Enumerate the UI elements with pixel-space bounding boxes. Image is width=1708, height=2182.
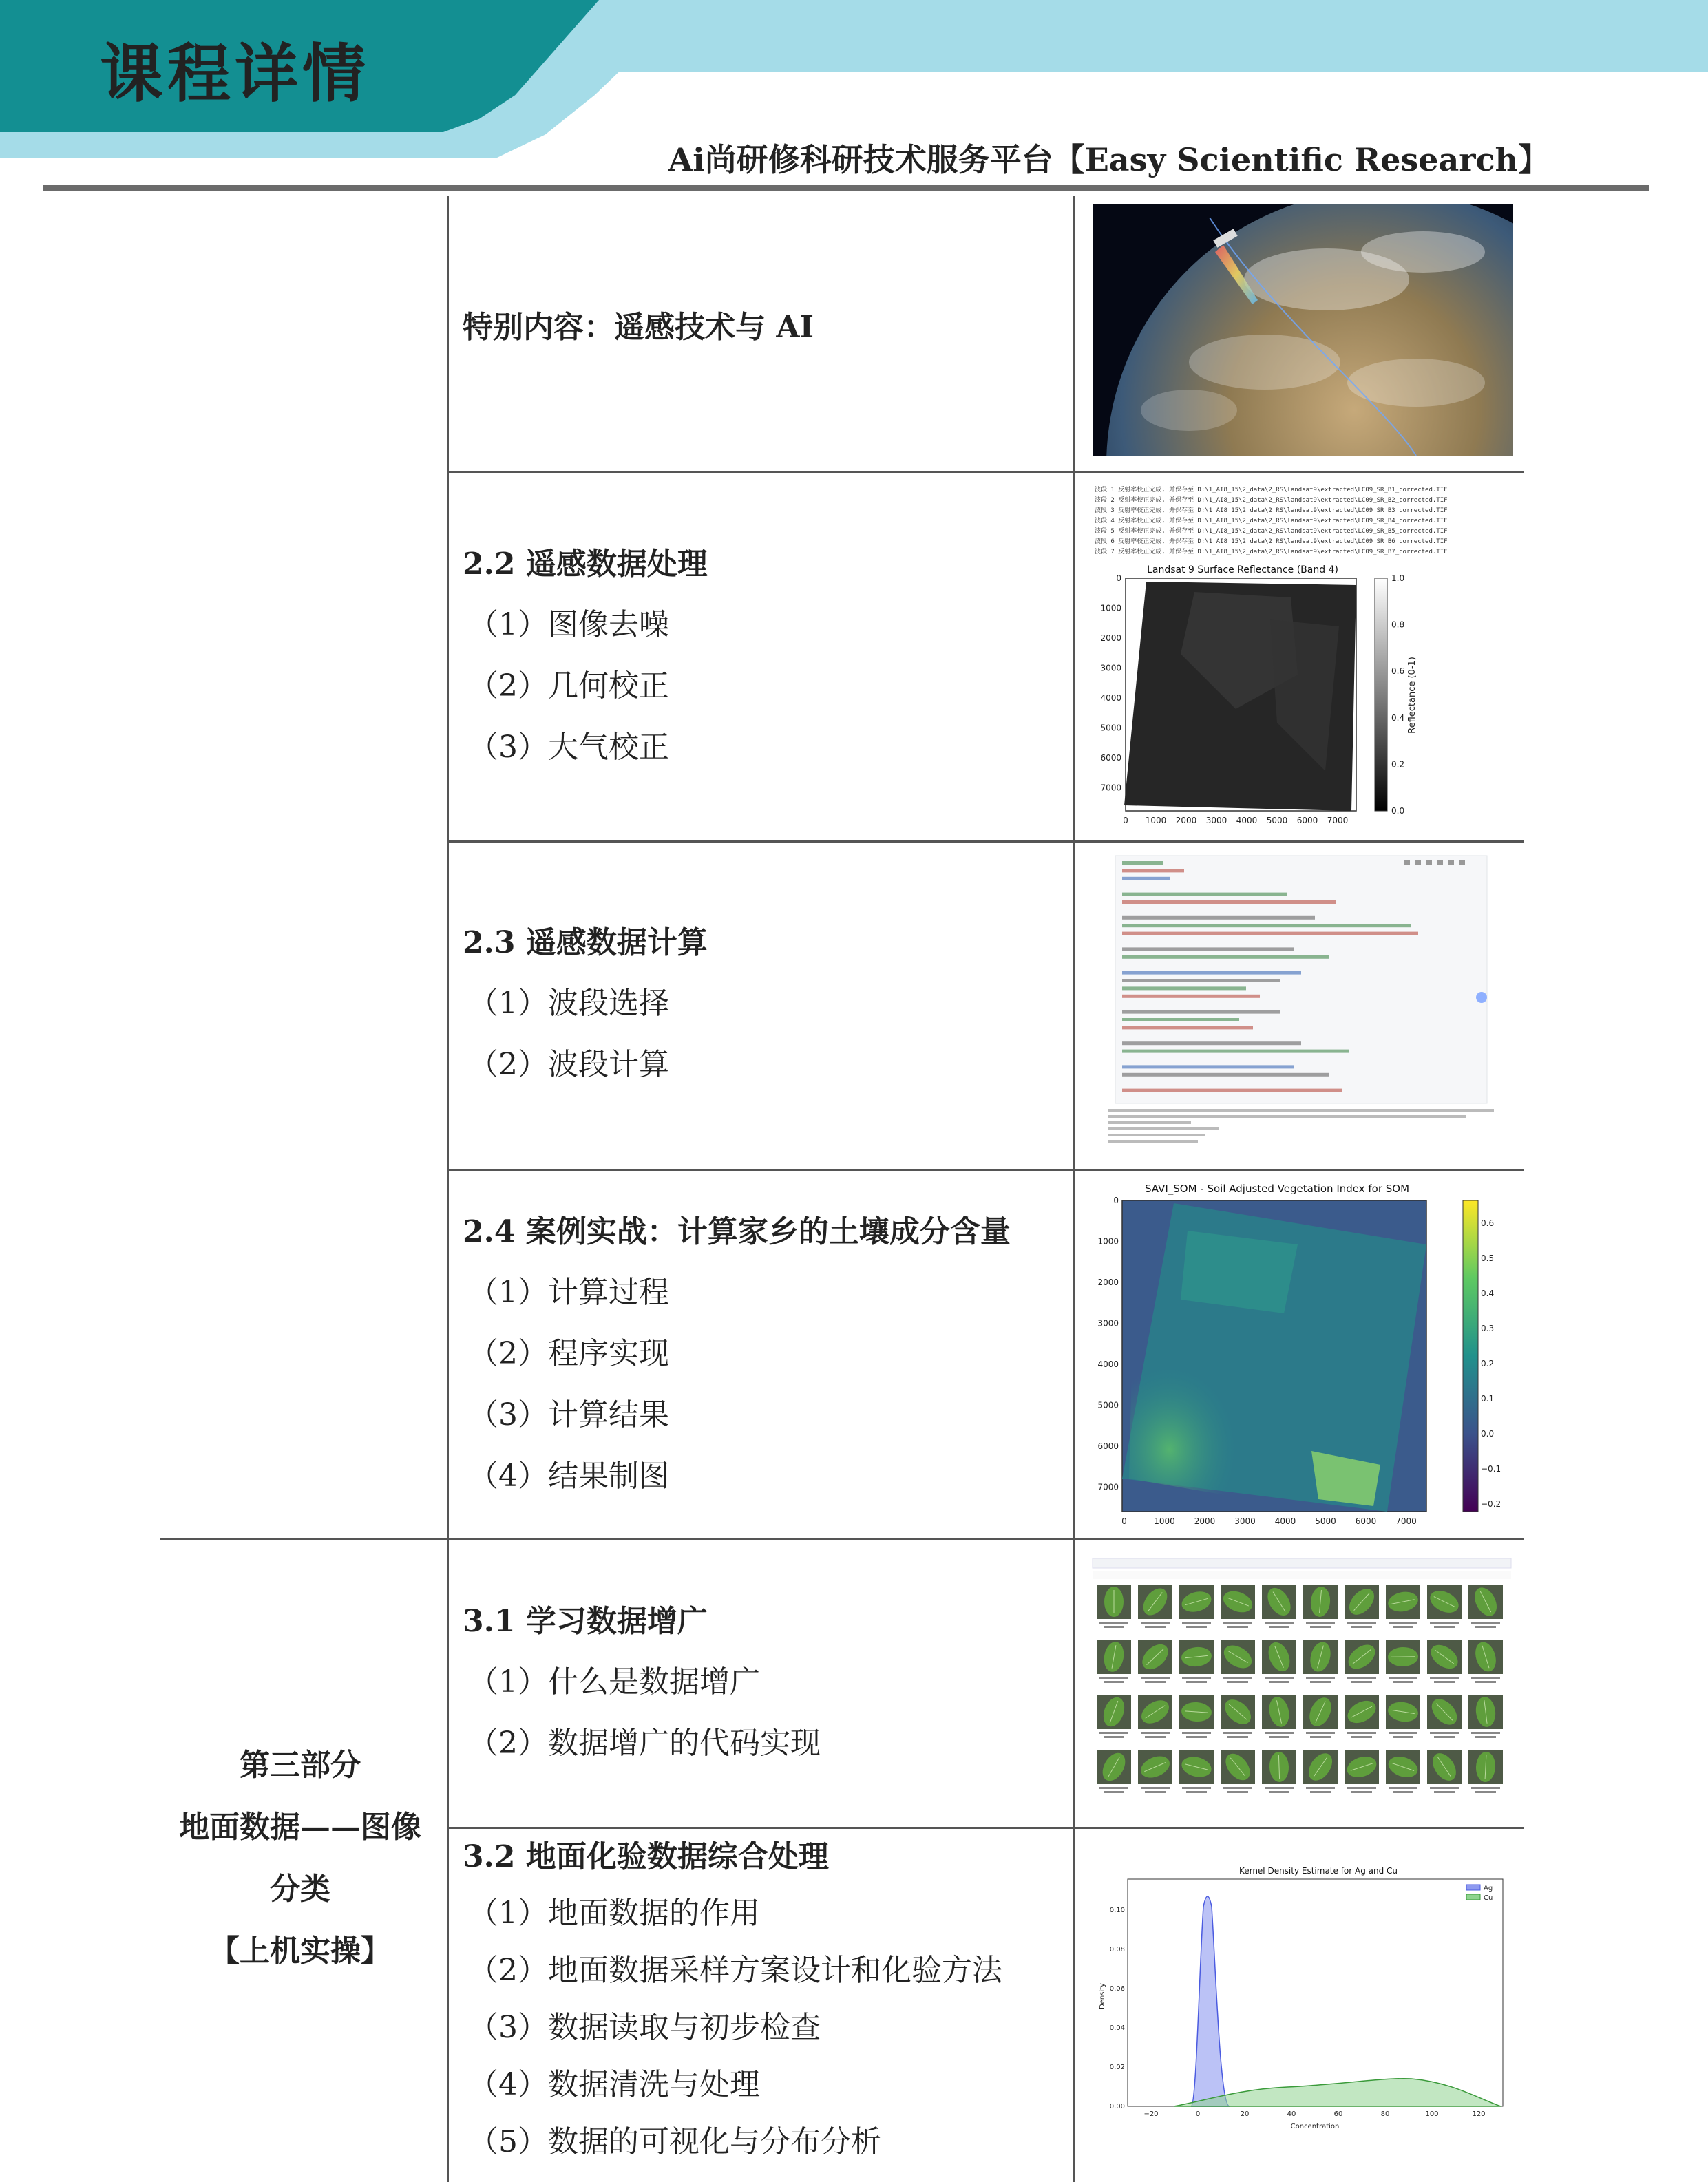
colorbar-tick-label: 0.2 xyxy=(1481,1359,1495,1368)
section-item: （1）波段选择 xyxy=(468,986,669,1021)
x-tick-label: 4000 xyxy=(1236,816,1258,825)
colorbar-label: Reflectance (0-1) xyxy=(1407,657,1417,734)
colorbar-tick-label: 0.8 xyxy=(1391,619,1405,630)
log-line: 波段 1 反射率校正完成, 并保存至 D:\1_AI8_15\2_data\2_RS\landsat9\extracted\LC09_SR_B1_corrected.TIF xyxy=(1095,487,1448,494)
earth-satellite-image xyxy=(1093,204,1513,456)
section-item: （2）地面数据采样方案设计和化验方法 xyxy=(468,1953,1002,1988)
code-line xyxy=(1122,986,1246,990)
output-line xyxy=(1108,1127,1219,1130)
explorer-address-bar xyxy=(1093,1558,1511,1568)
thumbnail-caption xyxy=(1227,1791,1248,1793)
part-label-line: 分类 xyxy=(270,1872,330,1907)
output-line xyxy=(1108,1121,1191,1124)
thumbnail-caption xyxy=(1389,1622,1417,1624)
thumbnail-caption xyxy=(1141,1622,1170,1624)
x-tick-label: 5000 xyxy=(1266,816,1288,825)
thumbnail-caption xyxy=(1141,1732,1170,1734)
legend-label-ag: Ag xyxy=(1484,1885,1493,1892)
thumbnail-caption xyxy=(1475,1626,1496,1628)
section-item: （2）几何校正 xyxy=(468,668,669,703)
page-title: 课程详情 xyxy=(100,37,370,111)
colorbar-tick-label: 0.5 xyxy=(1481,1253,1495,1263)
output-line xyxy=(1108,1109,1494,1112)
platform-name: Ai尚研修科研技术服务平台【Easy Scientific Research】 xyxy=(668,141,1550,178)
thumbnail-caption xyxy=(1389,1732,1417,1734)
thumbnail-caption xyxy=(1310,1626,1331,1628)
y-tick-label: 0.04 xyxy=(1109,2024,1125,2032)
thumbnail-caption xyxy=(1186,1736,1207,1738)
cell-indicator-icon xyxy=(1476,992,1487,1003)
thumbnail-caption xyxy=(1347,1787,1376,1789)
thumbnail-caption xyxy=(1099,1622,1128,1624)
thumbnail-caption xyxy=(1471,1732,1500,1734)
y-tick-label: 0.10 xyxy=(1109,1907,1125,1914)
section-item: （4）数据清洗与处理 xyxy=(468,2067,760,2102)
thumbnail-caption xyxy=(1104,1626,1124,1628)
thumbnail-caption xyxy=(1265,1787,1294,1789)
section-3-2 xyxy=(463,1836,1055,2163)
thumbnail-caption xyxy=(1347,1732,1376,1734)
thumbnail-caption xyxy=(1182,1677,1211,1679)
y-tick-label: 7000 xyxy=(1100,783,1121,793)
code-line xyxy=(1122,955,1329,959)
x-tick-label: 120 xyxy=(1472,2110,1486,2118)
code-line xyxy=(1122,893,1287,896)
colorbar-tick-label: 1.0 xyxy=(1391,573,1405,583)
colorbar-tick-label: 0.1 xyxy=(1481,1394,1495,1404)
section-title: 2.3 遥感数据计算 xyxy=(463,925,708,960)
savi-scene-detail xyxy=(1129,1334,1263,1499)
table-col-divider-left xyxy=(447,196,449,2182)
thumbnail-caption xyxy=(1265,1622,1294,1624)
thumbnail-caption xyxy=(1351,1626,1372,1628)
thumbnail-caption xyxy=(1430,1677,1459,1679)
thumbnail-caption xyxy=(1099,1732,1128,1734)
thumbnail-caption xyxy=(1145,1626,1166,1628)
output-line xyxy=(1108,1140,1198,1143)
y-tick-label: 7000 xyxy=(1097,1482,1119,1492)
section-item: （3）计算结果 xyxy=(468,1397,669,1432)
section-special xyxy=(463,307,1055,348)
code-line xyxy=(1122,1041,1301,1045)
y-tick-label: 3000 xyxy=(1100,663,1121,673)
thumbnail-caption xyxy=(1351,1736,1372,1738)
legend-swatch-ag xyxy=(1466,1885,1480,1890)
thumbnail-caption xyxy=(1393,1626,1413,1628)
section-2-3 xyxy=(463,922,1055,1085)
thumbnail-caption xyxy=(1223,1677,1252,1679)
thumbnail-caption xyxy=(1306,1677,1335,1679)
section-title: 2.4 案例实战：计算家乡的土壤成分含量 xyxy=(463,1214,1011,1249)
log-line: 波段 6 反射率校正完成, 并保存至 D:\1_AI8_15\2_data\2_RS\landsat9\extracted\LC09_SR_B6_corrected.TIF xyxy=(1095,538,1448,545)
x-tick-label: 1000 xyxy=(1154,1516,1175,1526)
thumbnail-caption xyxy=(1306,1732,1335,1734)
section-title: 特别内容：遥感技术与 AI xyxy=(463,310,814,345)
section-2-4 xyxy=(463,1211,1055,1497)
x-tick-label: 3000 xyxy=(1234,1516,1256,1526)
thumbnail-caption xyxy=(1099,1677,1128,1679)
table-row-divider xyxy=(449,840,1524,843)
part-three-label xyxy=(162,1735,438,1982)
thumbnail-caption xyxy=(1265,1677,1294,1679)
thumbnail-caption xyxy=(1227,1681,1248,1683)
code-line xyxy=(1122,924,1411,927)
thumbnail-caption xyxy=(1141,1677,1170,1679)
x-tick-label: 3000 xyxy=(1205,816,1227,825)
y-tick-label: 3000 xyxy=(1097,1318,1119,1328)
x-tick-label: 2000 xyxy=(1175,816,1197,825)
y-tick-label: 2000 xyxy=(1100,633,1121,643)
thumbnail-caption xyxy=(1145,1736,1166,1738)
thumbnail-caption xyxy=(1434,1681,1455,1683)
colorbar-tick-label: 0.2 xyxy=(1391,759,1405,770)
output-line xyxy=(1108,1134,1205,1136)
section-item: （3）大气校正 xyxy=(468,730,669,765)
section-item: （1）计算过程 xyxy=(468,1275,669,1310)
y-tick-label: 0.06 xyxy=(1109,1985,1125,1993)
colorbar-tick-label: 0.3 xyxy=(1481,1324,1495,1333)
thumbnail-caption xyxy=(1145,1791,1166,1793)
header-divider xyxy=(43,185,1649,191)
colorbar-tick-label: 0.0 xyxy=(1391,806,1405,816)
colorbar-tick-label: −0.1 xyxy=(1481,1464,1501,1474)
code-line xyxy=(1122,861,1163,865)
thumbnail-caption xyxy=(1347,1677,1376,1679)
thumbnail-caption xyxy=(1223,1732,1252,1734)
thumbnail-caption xyxy=(1471,1787,1500,1789)
thumbnail-caption xyxy=(1269,1791,1289,1793)
code-line xyxy=(1122,916,1315,920)
thumbnail-caption xyxy=(1186,1791,1207,1793)
thumbnail-caption xyxy=(1393,1681,1413,1683)
thumbnail-caption xyxy=(1351,1791,1372,1793)
x-tick-label: 0 xyxy=(1123,816,1128,825)
log-line: 波段 3 反射率校正完成, 并保存至 D:\1_AI8_15\2_data\2_RS\landsat9\extracted\LC09_SR_B3_corrected.TIF xyxy=(1095,507,1448,514)
log-line: 波段 5 反射率校正完成, 并保存至 D:\1_AI8_15\2_data\2_RS\landsat9\extracted\LC09_SR_B5_corrected.TIF xyxy=(1095,528,1448,535)
y-tick-label: 6000 xyxy=(1100,753,1121,763)
code-line xyxy=(1122,877,1170,880)
x-tick-label: 0 xyxy=(1121,1516,1127,1526)
x-tick-label: 5000 xyxy=(1315,1516,1336,1526)
code-notebook-screenshot xyxy=(1095,850,1508,1146)
section-item: （1）图像去噪 xyxy=(468,607,669,642)
thumbnail-caption xyxy=(1310,1736,1331,1738)
thumbnail-caption xyxy=(1393,1736,1413,1738)
augmented-images-grid xyxy=(1091,1557,1512,1819)
x-tick-label: 100 xyxy=(1425,2110,1439,2118)
thumbnail-caption xyxy=(1269,1626,1289,1628)
thumbnail-caption xyxy=(1475,1791,1496,1793)
section-item: （2）波段计算 xyxy=(468,1047,669,1082)
thumbnail-caption xyxy=(1182,1787,1211,1789)
code-line xyxy=(1122,979,1280,982)
table-row-divider xyxy=(449,1169,1524,1171)
thumbnail-caption xyxy=(1141,1787,1170,1789)
explorer-toolbar xyxy=(1093,1571,1511,1579)
section-item: （1）什么是数据增广 xyxy=(468,1664,760,1699)
thumbnail-caption xyxy=(1104,1681,1124,1683)
section-2-2 xyxy=(463,544,1055,768)
x-tick-label: 20 xyxy=(1240,2110,1250,2118)
thumbnail-caption xyxy=(1475,1736,1496,1738)
thumbnail-caption xyxy=(1430,1622,1459,1624)
y-tick-label: 1000 xyxy=(1100,603,1121,613)
x-tick-label: 2000 xyxy=(1194,1516,1216,1526)
section-3-1 xyxy=(463,1601,1055,1764)
thumbnail-caption xyxy=(1310,1791,1331,1793)
thumbnail-caption xyxy=(1223,1622,1252,1624)
part-label-line: 【上机实操】 xyxy=(209,1934,391,1969)
thumbnail-caption xyxy=(1389,1677,1417,1679)
thumbnail-caption xyxy=(1393,1791,1413,1793)
x-tick-label: 4000 xyxy=(1274,1516,1296,1526)
landsat-reflectance-figure xyxy=(1091,482,1518,829)
thumbnail-caption xyxy=(1227,1626,1248,1628)
code-line xyxy=(1122,900,1336,904)
kde-plot-frame xyxy=(1128,1879,1503,2106)
x-tick-label: 60 xyxy=(1333,2110,1343,2118)
x-tick-label: −20 xyxy=(1143,2110,1159,2118)
thumbnail-caption xyxy=(1269,1681,1289,1683)
code-line xyxy=(1122,932,1418,935)
y-tick-label: 1000 xyxy=(1097,1236,1119,1247)
thumbnail-caption xyxy=(1471,1677,1500,1679)
thumbnail-caption xyxy=(1223,1787,1252,1789)
y-tick-label: 0 xyxy=(1116,573,1121,583)
x-tick-label: 6000 xyxy=(1296,816,1318,825)
section-title: 3.1 学习数据增广 xyxy=(463,1604,708,1639)
y-tick-label: 4000 xyxy=(1097,1359,1119,1369)
log-line: 波段 7 反射率校正完成, 并保存至 D:\1_AI8_15\2_data\2_RS\landsat9\extracted\LC09_SR_B7_corrected.TIF xyxy=(1095,549,1448,555)
thumbnail-caption xyxy=(1434,1736,1455,1738)
savi-som-figure xyxy=(1091,1176,1518,1534)
colorbar-tick-label: 0.0 xyxy=(1481,1429,1495,1439)
colorbar-tick-label: 0.4 xyxy=(1481,1289,1495,1298)
thumbnail-caption xyxy=(1104,1736,1124,1738)
thumbnail-caption xyxy=(1434,1791,1455,1793)
section-item: （3）数据读取与初步检查 xyxy=(468,2010,821,2045)
x-tick-label: 1000 xyxy=(1145,816,1167,825)
section-title: 3.2 地面化验数据综合处理 xyxy=(463,1839,829,1874)
thumbnail-caption xyxy=(1265,1732,1294,1734)
log-line: 波段 2 反射率校正完成, 并保存至 D:\1_AI8_15\2_data\2_RS\landsat9\extracted\LC09_SR_B2_corrected.TIF xyxy=(1095,497,1448,504)
section-item: （1）地面数据的作用 xyxy=(468,1896,760,1931)
kde-chart-figure xyxy=(1095,1858,1515,2134)
savi-colorbar xyxy=(1463,1200,1478,1512)
section-item: （5）数据的可视化与分布分析 xyxy=(468,2124,881,2159)
code-line xyxy=(1122,1050,1349,1053)
section-item: （4）结果制图 xyxy=(468,1459,669,1494)
thumbnail-caption xyxy=(1306,1787,1335,1789)
log-line: 波段 4 反射率校正完成, 并保存至 D:\1_AI8_15\2_data\2_RS\landsat9\extracted\LC09_SR_B4_corrected.TIF xyxy=(1095,518,1448,525)
thumbnail-caption xyxy=(1471,1622,1500,1624)
thumbnail-caption xyxy=(1430,1732,1459,1734)
savi-title: SAVI_SOM - Soil Adjusted Vegetation Index for SOM xyxy=(1144,1183,1410,1195)
code-line xyxy=(1122,995,1260,998)
thumbnail-caption xyxy=(1182,1622,1211,1624)
kde-xlabel: Concentration xyxy=(1290,2123,1340,2130)
table-row-divider xyxy=(160,1538,1524,1540)
y-tick-label: 0 xyxy=(1113,1196,1119,1205)
thumbnail-caption xyxy=(1434,1626,1455,1628)
thumbnail-caption xyxy=(1186,1626,1207,1628)
thumbnail-caption xyxy=(1227,1736,1248,1738)
thumbnail-caption xyxy=(1186,1681,1207,1683)
colorbar-tick-label: −0.2 xyxy=(1481,1499,1501,1509)
thumbnail-caption xyxy=(1351,1681,1372,1683)
legend-swatch-cu xyxy=(1466,1894,1480,1900)
thumbnail-caption xyxy=(1306,1622,1335,1624)
x-tick-label: 6000 xyxy=(1355,1516,1377,1526)
kde-title: Kernel Density Estimate for Ag and Cu xyxy=(1238,1866,1398,1876)
part-label-line: 第三部分 xyxy=(240,1748,361,1783)
colorbar-tick-label: 0.4 xyxy=(1391,712,1405,723)
thumbnail-caption xyxy=(1347,1622,1376,1624)
code-line xyxy=(1122,869,1184,872)
thumbnail-caption xyxy=(1145,1681,1166,1683)
y-tick-label: 4000 xyxy=(1100,693,1121,703)
y-tick-label: 0.00 xyxy=(1109,2103,1125,2110)
kde-ylabel: Density xyxy=(1099,1982,1106,2010)
code-line xyxy=(1122,947,1294,951)
part-label-line: 地面数据——图像 xyxy=(179,1810,421,1845)
table-row-divider xyxy=(449,471,1524,473)
thumbnail-caption xyxy=(1099,1787,1128,1789)
savi-scene-detail xyxy=(1181,1231,1298,1313)
y-tick-label: 2000 xyxy=(1097,1278,1119,1287)
section-item: （2）程序实现 xyxy=(468,1336,669,1371)
y-tick-label: 5000 xyxy=(1097,1400,1119,1410)
y-tick-label: 5000 xyxy=(1100,723,1121,733)
table-col-divider-right xyxy=(1073,196,1075,2182)
table-row-divider xyxy=(449,1827,1524,1829)
section-title: 2.2 遥感数据处理 xyxy=(463,547,708,582)
code-line xyxy=(1122,1065,1294,1068)
landsat-colorbar xyxy=(1375,578,1387,811)
y-tick-label: 6000 xyxy=(1097,1441,1119,1451)
colorbar-tick-label: 0.6 xyxy=(1391,666,1405,677)
code-line xyxy=(1122,1073,1329,1077)
colorbar-tick-label: 0.6 xyxy=(1481,1218,1495,1228)
legend-label-cu: Cu xyxy=(1484,1894,1493,1902)
y-tick-label: 0.02 xyxy=(1109,2064,1125,2071)
thumbnail-caption xyxy=(1269,1736,1289,1738)
landsat-title: Landsat 9 Surface Reflectance (Band 4) xyxy=(1147,564,1338,575)
thumbnail-caption xyxy=(1182,1732,1211,1734)
code-line xyxy=(1122,971,1301,975)
code-line xyxy=(1122,1018,1239,1021)
thumbnail-caption xyxy=(1430,1787,1459,1789)
section-item: （2）数据增广的代码实现 xyxy=(468,1726,821,1761)
code-line xyxy=(1122,1026,1253,1029)
thumbnail-caption xyxy=(1389,1787,1417,1789)
code-line xyxy=(1122,1089,1342,1092)
x-tick-label: 0 xyxy=(1195,2110,1201,2118)
thumbnail-caption xyxy=(1310,1681,1331,1683)
x-tick-label: 80 xyxy=(1380,2110,1390,2118)
x-tick-label: 7000 xyxy=(1327,816,1349,825)
thumbnail-caption xyxy=(1104,1791,1124,1793)
output-line xyxy=(1108,1115,1466,1118)
x-tick-label: 7000 xyxy=(1395,1516,1417,1526)
thumbnail-caption xyxy=(1475,1681,1496,1683)
code-line xyxy=(1122,1010,1280,1014)
x-tick-label: 40 xyxy=(1287,2110,1296,2118)
y-tick-label: 0.08 xyxy=(1109,1946,1125,1953)
